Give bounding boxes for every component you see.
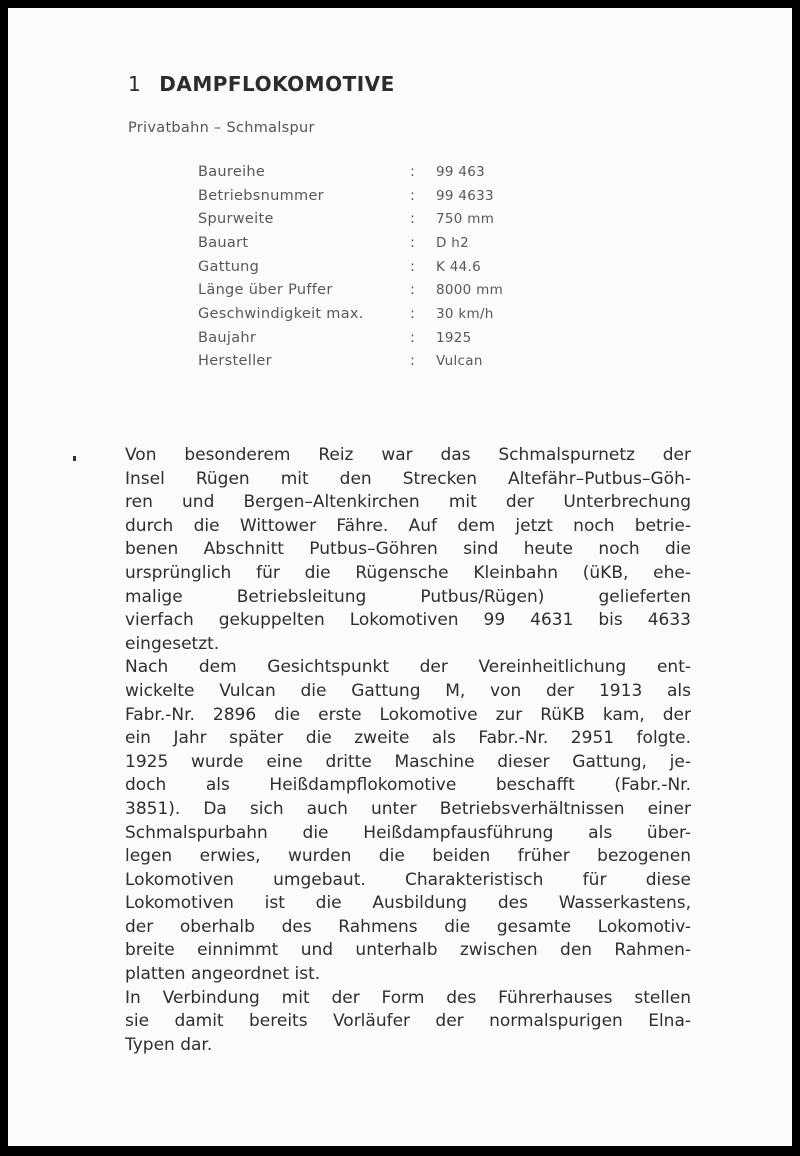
body-line: benen Abschnitt Putbus–Göhren sind heute noch die bbox=[125, 539, 691, 560]
section-number: 1 bbox=[128, 72, 142, 96]
body-line: Insel Rügen mit den Strecken Altefähr–Putbus–Göh- bbox=[125, 468, 691, 489]
spec-table bbox=[198, 160, 558, 373]
spec-separator: : bbox=[410, 234, 416, 251]
spec-separator: : bbox=[410, 353, 416, 370]
body-line: Nach dem Gesichtspunkt der Vereinheitlichung ent- bbox=[125, 657, 691, 678]
spec-label: Baujahr bbox=[198, 329, 257, 346]
spec-row bbox=[198, 160, 558, 184]
body-paragraphs bbox=[125, 444, 691, 1057]
spec-label: Gattung bbox=[198, 258, 260, 275]
spec-value: 99 4633 bbox=[436, 187, 494, 204]
spec-label: Betriebsnummer bbox=[198, 187, 324, 204]
spec-value: 1925 bbox=[436, 329, 472, 346]
body-line: In Verbindung mit der Form des Führerhauses stellen bbox=[125, 987, 691, 1008]
body-line: breite einnimmt und unterhalb zwischen den Rahmen- bbox=[125, 940, 691, 961]
spec-row bbox=[198, 278, 558, 302]
body-line: ren und Bergen–Altenkirchen mit der Unterbrechung bbox=[125, 492, 691, 513]
spec-row bbox=[198, 184, 558, 208]
body-line: eingesetzt. bbox=[125, 633, 220, 654]
spec-label: Geschwindigkeit max. bbox=[198, 305, 364, 322]
spec-value: K 44.6 bbox=[436, 258, 482, 275]
body-line: Fabr.-Nr. 2896 die erste Lokomotive zur RüKB kam, der bbox=[125, 704, 691, 725]
body-line: Typen dar. bbox=[125, 1034, 213, 1055]
body-line: sie damit bereits Vorläufer der normalspurigen Elna- bbox=[125, 1011, 691, 1032]
spec-row bbox=[198, 207, 558, 231]
section-title: DAMPFLOKOMOTIVE bbox=[159, 72, 395, 96]
spec-value: 99 463 bbox=[436, 163, 486, 180]
spec-separator: : bbox=[410, 163, 416, 180]
body-line: wickelte Vulcan die Gattung M, von der 1913 als bbox=[125, 680, 691, 701]
spec-separator: : bbox=[410, 258, 416, 275]
spec-row bbox=[198, 255, 558, 279]
spec-value: 8000 mm bbox=[436, 282, 504, 299]
body-line: durch die Wittower Fähre. Auf dem jetzt noch betrie- bbox=[125, 515, 691, 536]
body-line: der oberhalb des Rahmens die gesamte Lokomotiv- bbox=[125, 916, 691, 937]
spec-label: Bauart bbox=[198, 234, 249, 251]
body-line: Schmalspurbahn die Heißdampfausführung als über- bbox=[125, 822, 691, 843]
body-line: malige Betriebsleitung Putbus/Rügen) gelieferten bbox=[125, 586, 691, 607]
body-line: 1925 wurde eine dritte Maschine dieser Gattung, je- bbox=[125, 751, 691, 772]
spec-row bbox=[198, 350, 558, 374]
body-line: Von besonderem Reiz war das Schmalspurnetz der bbox=[125, 445, 691, 465]
spec-label: Spurweite bbox=[198, 211, 274, 228]
spec-label: Länge über Puffer bbox=[198, 282, 333, 299]
spec-separator: : bbox=[410, 282, 416, 299]
body-line: 3851). Da sich auch unter Betriebsverhältnissen einer bbox=[125, 798, 691, 819]
spec-label: Hersteller bbox=[198, 353, 272, 370]
spec-value: 30 km/h bbox=[436, 305, 494, 322]
spec-value: 750 mm bbox=[436, 211, 495, 228]
body-line: vierfach gekuppelten Lokomotiven 99 4631 bis 4633 bbox=[125, 610, 691, 631]
margin-mark bbox=[73, 456, 76, 461]
body-line: ein Jahr später die zweite als Fabr.-Nr. 2951 folgte. bbox=[125, 728, 691, 749]
spec-row bbox=[198, 231, 558, 255]
spec-value: D h2 bbox=[436, 234, 470, 251]
spec-value: Vulcan bbox=[436, 353, 483, 370]
page-subtitle: Privatbahn – Schmalspur bbox=[128, 120, 315, 136]
spec-row bbox=[198, 326, 558, 350]
body-line: ursprünglich für die Rügensche Kleinbahn (üKB, ehe- bbox=[125, 562, 691, 583]
body-line: Lokomotiven umgebaut. Charakteristisch für diese bbox=[125, 869, 691, 890]
page-title bbox=[128, 72, 395, 96]
document-page bbox=[8, 8, 792, 1146]
spec-separator: : bbox=[410, 211, 416, 228]
body-line: platten angeordnet ist. bbox=[125, 964, 321, 985]
body-line: legen erwies, wurden die beiden früher bezogenen bbox=[125, 846, 691, 867]
spec-separator: : bbox=[410, 329, 416, 346]
spec-label: Baureihe bbox=[198, 163, 266, 180]
spec-separator: : bbox=[410, 305, 416, 322]
body-line: Lokomotiven ist die Ausbildung des Wasserkastens, bbox=[125, 893, 691, 914]
spec-separator: : bbox=[410, 187, 416, 204]
body-line: doch als Heißdampflokomotive beschafft (Fabr.-Nr. bbox=[125, 775, 691, 796]
spec-row bbox=[198, 302, 558, 326]
